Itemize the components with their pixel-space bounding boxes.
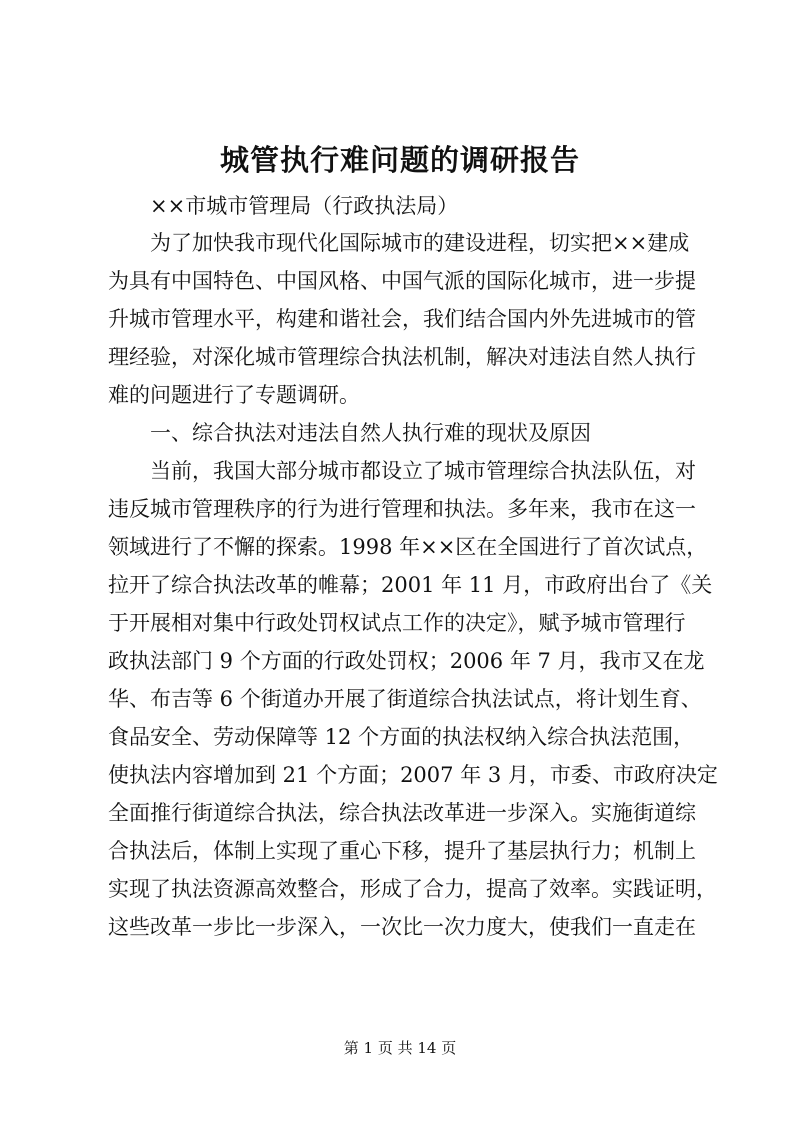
paragraph-line: 于开展相对集中行政处罚权试点工作的决定》，赋予城市管理行 xyxy=(108,611,686,635)
paragraph-line: 升城市管理水平，构建和谐社会，我们结合国内外先进城市的管 xyxy=(108,307,696,331)
paragraph-line: 政执法部门 9 个方面的行政处罚权；2006 年 7 月，我市又在龙 xyxy=(108,649,705,673)
paragraph-line: 使执法内容增加到 21 个方面；2007 年 3 月，市委、市政府决定 xyxy=(108,763,718,787)
paragraph-line: 全面推行街道综合执法，综合执法改革进一步深入。实施街道综 xyxy=(108,801,696,825)
paragraph-line: 为了加快我市现代化国际城市的建设进程，切实把××建成 xyxy=(150,231,690,255)
paragraph-line: 合执法后，体制上实现了重心下移，提升了基层执行力；机制上 xyxy=(108,839,696,863)
paragraph-line: 实现了执法资源高效整合，形成了合力，提高了效率。实践证明， xyxy=(108,877,717,901)
author-line: ××市城市管理局（行政执法局） xyxy=(150,194,459,218)
paragraph-line: 这些改革一步比一步深入，一次比一次力度大，使我们一直走在 xyxy=(108,915,696,939)
paragraph-line: 理经验，对深化城市管理综合执法机制，解决对违法自然人执行 xyxy=(108,345,696,369)
paragraph-line: 领域进行了不懈的探索。1998 年××区在全国进行了首次试点， xyxy=(108,535,708,559)
page-footer: 第 1 页 共 14 页 xyxy=(343,1039,457,1057)
paragraph-line: 难的问题进行了专题调研。 xyxy=(108,383,360,407)
paragraph-line: 当前，我国大部分城市都设立了城市管理综合执法队伍，对 xyxy=(150,459,696,483)
document-title: 城管执行难问题的调研报告 xyxy=(219,143,580,177)
paragraph-line: 食品安全、劳动保障等 12 个方面的执法权纳入综合执法范围， xyxy=(108,725,695,749)
paragraph-line: 华、布吉等 6 个街道办开展了街道综合执法试点，将计划生育、 xyxy=(108,687,702,711)
paragraph-line: 为具有中国特色、中国风格、中国气派的国际化城市，进一步提 xyxy=(108,269,696,293)
paragraph-line: 拉开了综合执法改革的帷幕；2001 年 11 月，市政府出台了《关 xyxy=(108,573,713,597)
section-heading: 一、综合执法对违法自然人执行难的现状及原因 xyxy=(150,421,591,445)
paragraph-line: 违反城市管理秩序的行为进行管理和执法。多年来，我市在这一 xyxy=(108,497,696,521)
